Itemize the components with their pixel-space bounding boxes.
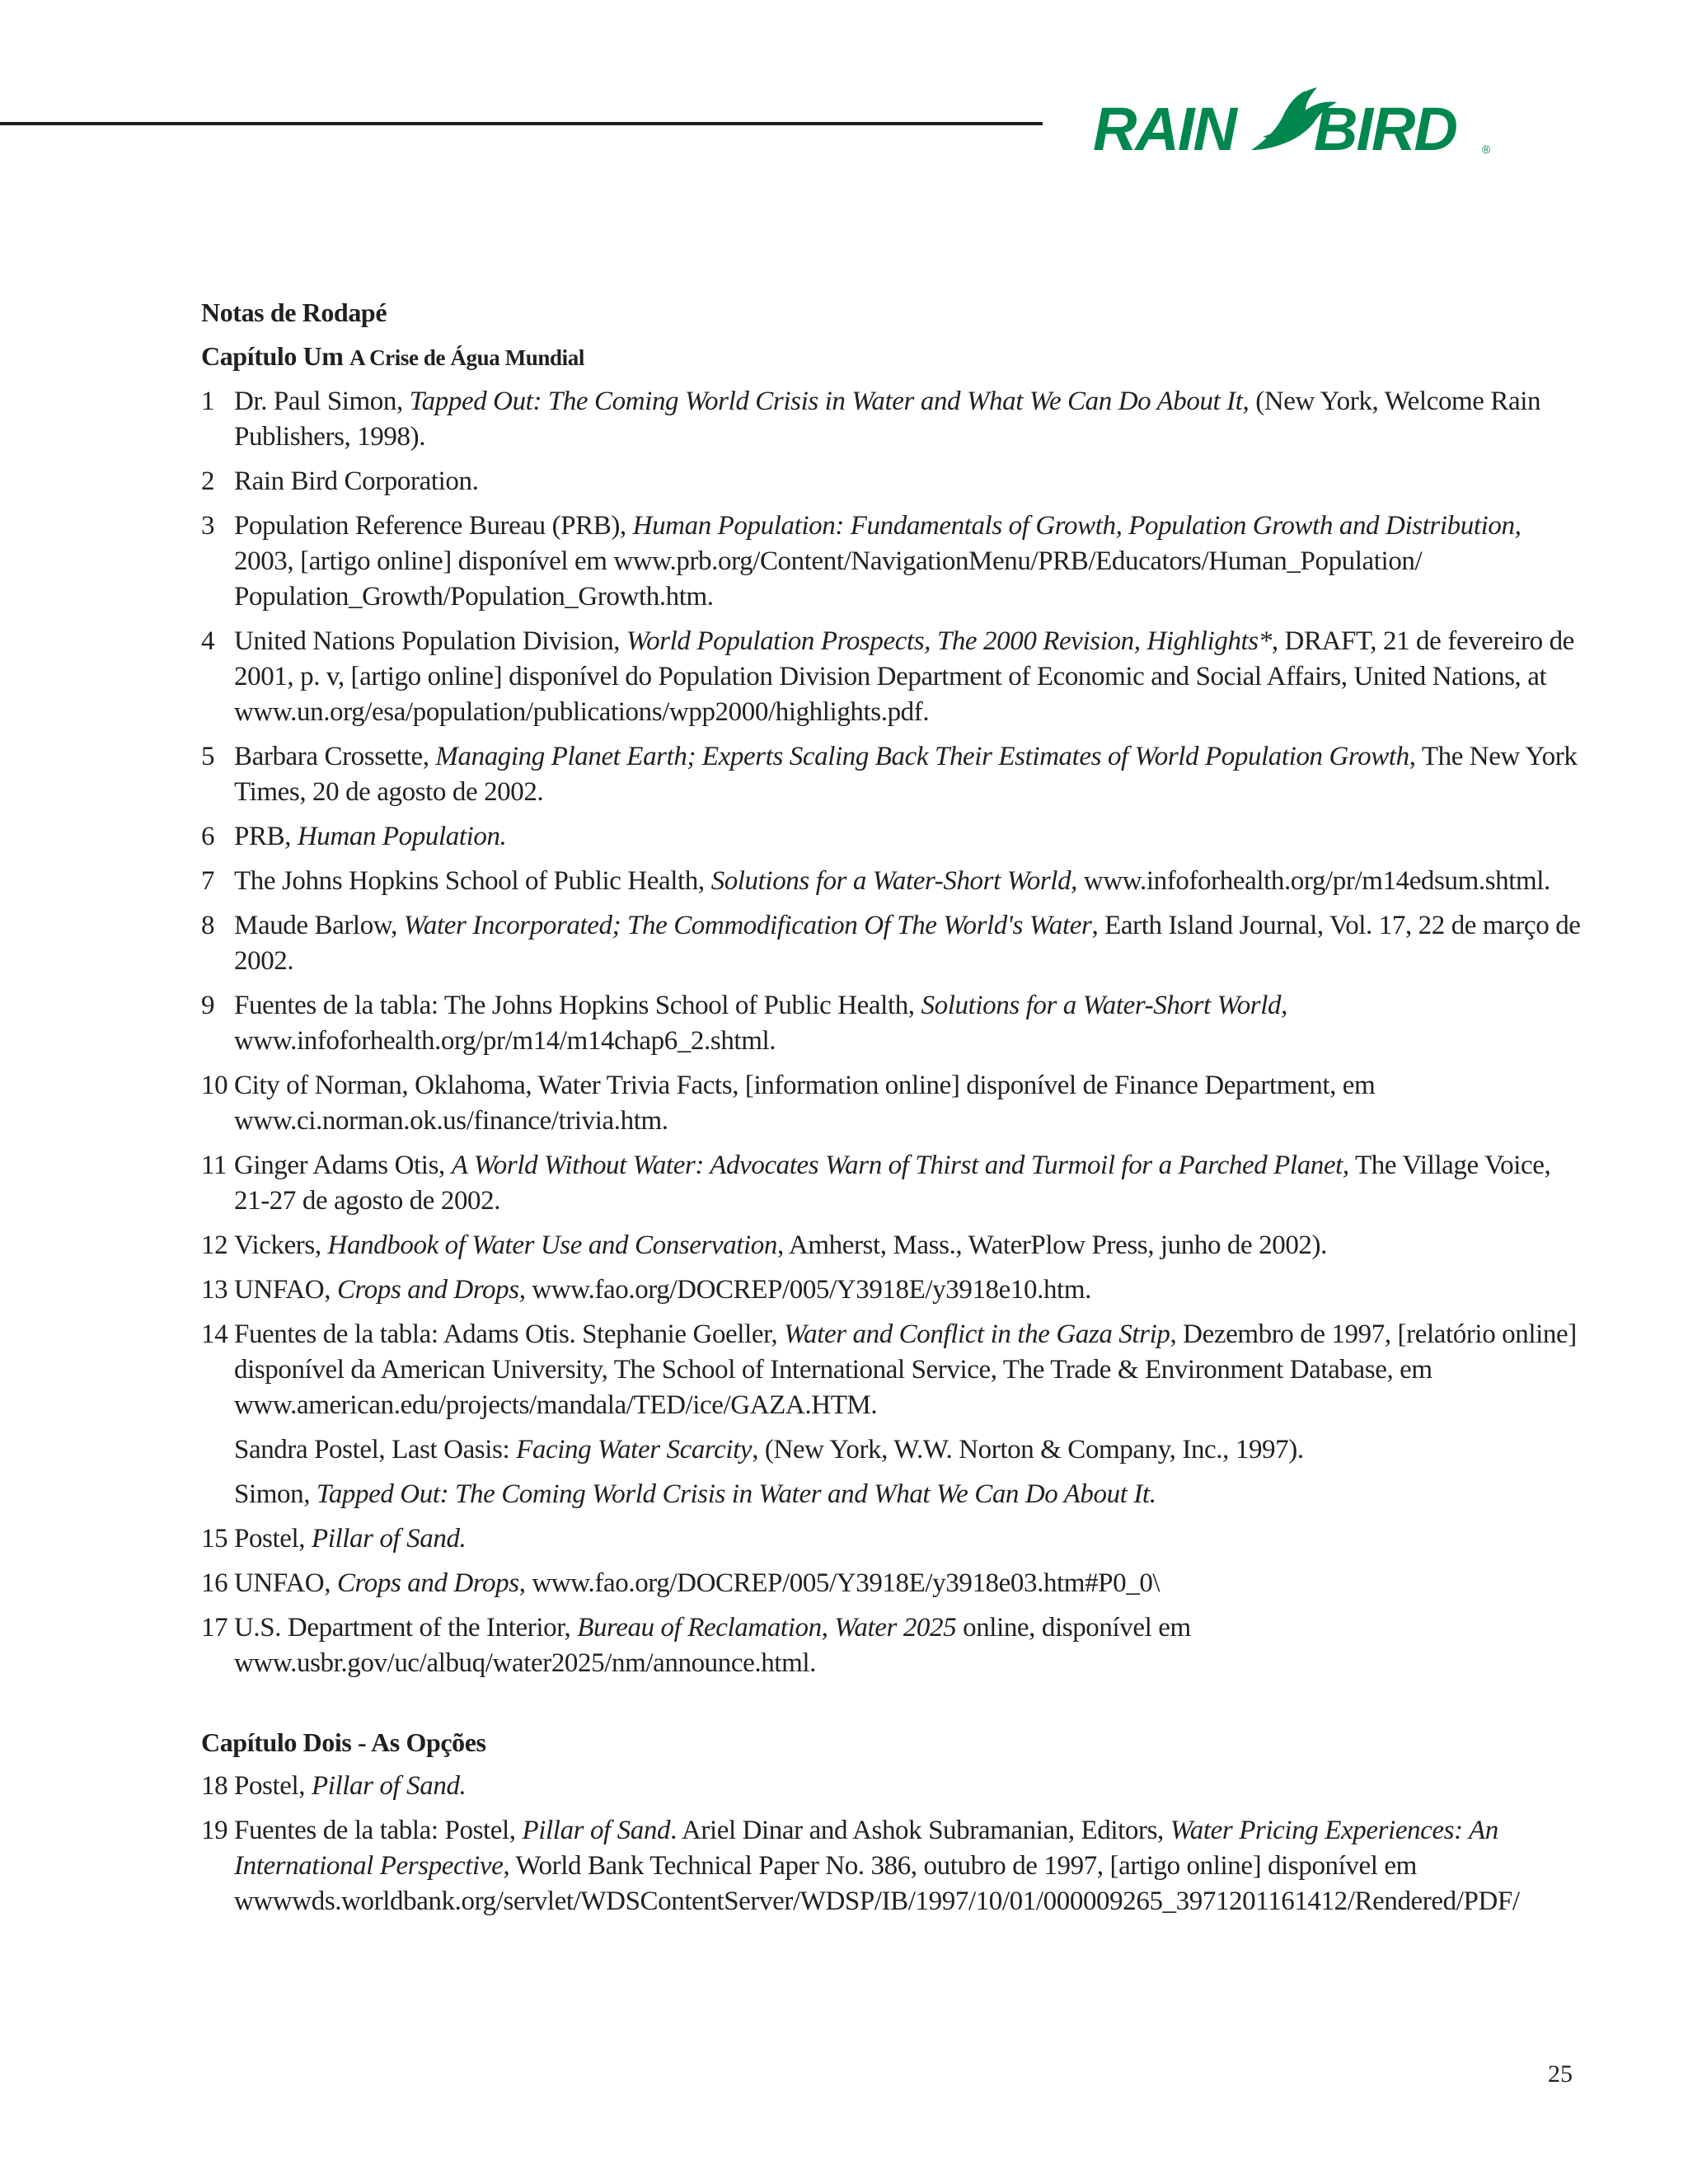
rain-bird-logo-graphic	[1090, 71, 1502, 162]
footnote-text: , www.infoforhealth.org/pr/m14/m14chap6_2.shtml.	[234, 991, 1287, 1056]
footnote-text: , (New York, W.W. Norton & Company, Inc., 1997).	[752, 1435, 1304, 1465]
footnote-number: 14	[201, 1319, 228, 1349]
registered-mark: ®	[1482, 143, 1491, 156]
footnote-number: 15	[201, 1524, 228, 1554]
footnote-text: . Ariel Dinar and Ashok Subramanian, Editors,	[670, 1816, 1170, 1845]
footnote-item	[201, 988, 1586, 1059]
footnote-text: UNFAO,	[234, 1275, 337, 1305]
footnote-title: Human Population.	[297, 822, 507, 851]
footnote-text: Sandra Postel, Last Oasis:	[234, 1435, 517, 1465]
footnote-number: 8	[201, 911, 215, 940]
section-gap	[201, 1690, 1586, 1725]
footnote-item	[201, 819, 1586, 855]
footnote-item	[201, 1566, 1586, 1601]
footnote-item	[201, 1432, 1586, 1468]
footnote-item	[201, 464, 1586, 499]
chapter-two-heading: Capítulo Dois - As Opções	[201, 1727, 486, 1757]
footnote-title: Water Incorporated; The Commodification Of The World's Water	[403, 911, 1092, 940]
footnote-item	[201, 1317, 1586, 1423]
footnote-text: UNFAO,	[234, 1568, 337, 1598]
footnote-number: 6	[201, 822, 215, 851]
footnote-text: Fuentes de la tabla: Postel,	[234, 1816, 523, 1845]
rain-bird-logo	[1090, 71, 1502, 162]
footnote-title: Pillar of Sand.	[311, 1524, 467, 1554]
footnote-title: Bureau of Reclamation, Water 2025	[577, 1613, 957, 1643]
footnote-title: Pillar of Sand	[522, 1816, 671, 1845]
footnote-item	[201, 864, 1586, 899]
footnote-text: The Village Voice, 21-27 de agosto de 2002.	[234, 1151, 1551, 1216]
footnote-item	[201, 1521, 1586, 1557]
footnote-text: www.infoforhealth.org/pr/m14edsum.shtml.	[1077, 866, 1550, 896]
footnote-number: 4	[201, 626, 215, 656]
footnote-text: , DRAFT, 21 de fevereiro de 2001, p. v, [artigo online] disponível do Population Division Department of Economic and Social Affairs, United Nations, at www.un.org/esa/population/publications/wpp2000/highlights.pdf.	[234, 626, 1574, 727]
footnote-number: 13	[201, 1275, 228, 1305]
footnote-item	[201, 1813, 1586, 1919]
footnote-text: Barbara Crossette,	[234, 742, 436, 771]
footnote-text: U.S. Department of the Interior,	[234, 1613, 578, 1643]
footnote-item	[201, 739, 1586, 810]
footnote-title: Handbook of Water Use and Conservation	[327, 1230, 778, 1260]
footnote-item	[201, 908, 1586, 979]
footnote-title: World Population Prospects, The 2000 Revision, Highlights*	[626, 626, 1272, 656]
footnote-item	[201, 1610, 1586, 1681]
footnote-text: , Earth Island Journal, Vol. 17, 22 de março de 2002.	[234, 911, 1581, 976]
footnote-text: , The New York Times, 20 de agosto de 2002.	[234, 742, 1578, 807]
footnotes-list-chapter-one	[201, 384, 1586, 1681]
logo-word-bird: BIRD	[1314, 95, 1456, 162]
footnote-number: 18	[201, 1771, 228, 1801]
footnote-item	[201, 1228, 1586, 1263]
footnote-number: 9	[201, 991, 215, 1020]
footnote-text: www.fao.org/DOCREP/005/Y3918E/y3918e10.htm.	[525, 1275, 1091, 1305]
footnote-number: 2	[201, 466, 215, 496]
footnote-item	[201, 1068, 1586, 1139]
footnote-number: 12	[201, 1230, 228, 1260]
notes-heading: Notas de Rodapé	[201, 298, 387, 327]
footnote-title: Tapped Out: The Coming World Crisis in Water and What We Can Do About It.	[316, 1479, 1156, 1509]
footnote-text: , Amherst, Mass., WaterPlow Press, junho de 2002).	[777, 1230, 1327, 1260]
footnote-number: 7	[201, 866, 215, 896]
footnote-number: 11	[201, 1151, 227, 1180]
header-rule	[0, 122, 1043, 125]
chapter-one-subtitle: A Crise de Água Mundial	[349, 345, 584, 370]
page-number: 25	[1548, 2060, 1573, 2088]
chapter-one-title: Capítulo Um	[201, 341, 344, 371]
footnote-text: Fuentes de la tabla: Adams Otis. Stephanie Goeller,	[234, 1319, 785, 1349]
footnote-text: (New York, Welcome Rain Publishers, 1998).	[234, 387, 1541, 452]
footnote-number: 3	[201, 511, 215, 541]
footnote-text: Maude Barlow,	[234, 911, 404, 940]
footnote-text: Fuentes de la tabla: The Johns Hopkins School of Public Health,	[234, 991, 921, 1020]
footnote-text: online, disponível em www.usbr.gov/uc/albuq/water2025/nm/announce.html.	[234, 1613, 1191, 1678]
footnote-text: 2003, [artigo online] disponível em www.prb.org/Content/NavigationMenu/PRB/Educators/Human_Population/ Population_Growth/Population_Growth.htm.	[234, 546, 1423, 612]
footnote-text: Ginger Adams Otis,	[234, 1151, 452, 1180]
footnote-text: Dr. Paul Simon,	[234, 387, 410, 416]
footnote-item	[201, 1148, 1586, 1219]
footnotes-list-chapter-two	[201, 1769, 1586, 1919]
footnote-text: United Nations Population Division,	[234, 626, 627, 656]
footnote-title: Solutions for a Water-Short World	[921, 991, 1282, 1020]
footnote-text: Vickers,	[234, 1230, 328, 1260]
footnote-title: Solutions for a Water-Short World,	[710, 866, 1078, 896]
footnote-text: Postel,	[234, 1771, 312, 1801]
footnotes-content	[201, 295, 1586, 1929]
chapter-one-heading	[201, 339, 1586, 376]
footnote-title: Facing Water Scarcity	[516, 1435, 753, 1465]
footnote-item	[201, 1272, 1586, 1308]
footnote-text: World Bank Technical Paper No. 386, outubro de 1997, [artigo online] disponível em wwwwds.worldbank.org/servlet/WDSContentServer/WDSP/IB/1997/10/01/000009265_3971201161412/Rendered/PDF/	[234, 1851, 1520, 1916]
footnote-item	[201, 624, 1586, 730]
footnote-title: Managing Planet Earth; Experts Scaling Back Their Estimates of World Population Growth	[435, 742, 1409, 771]
footnote-text: City of Norman, Oklahoma, Water Trivia Facts, [information online] disponível de Finance Department, em www.ci.norman.ok.us/finance/trivia.htm.	[234, 1071, 1376, 1136]
footnote-title: Crops and Drops,	[336, 1275, 526, 1305]
footnote-title: Water Pricing Experiences: An International Perspective,	[234, 1816, 1498, 1881]
footnote-item	[201, 384, 1586, 455]
footnote-item	[201, 1477, 1586, 1512]
logo-word-rain: RAIN	[1093, 95, 1236, 162]
footnote-number: 1	[201, 387, 215, 416]
footnote-text: PRB,	[234, 822, 298, 851]
footnote-text: , Dezembro de 1997, [relatório online] disponível da American University, The School of International Service, The Trade & Environment Database, em www.american.edu/projects/mandala/TED/ice/GAZA.HTM.	[234, 1319, 1577, 1420]
footnote-text: Simon,	[234, 1479, 316, 1509]
footnote-title: Water and Conflict in the Gaza Strip	[784, 1319, 1170, 1349]
footnote-title: A World Without Water: Advocates Warn of Thirst and Turmoil for a Parched Planet,	[451, 1151, 1349, 1180]
footnote-title: Pillar of Sand.	[311, 1771, 467, 1801]
footnote-number: 16	[201, 1568, 228, 1598]
footnote-item	[201, 509, 1586, 615]
footnote-text: Population Reference Bureau (PRB),	[234, 511, 633, 541]
footnote-title: Human Population: Fundamentals of Growth, Population Growth and Distribution,	[632, 511, 1522, 541]
footnote-text: , www.fao.org/DOCREP/005/Y3918E/y3918e03.htm#P0_0\	[518, 1568, 1160, 1598]
footnote-text: Rain Bird Corporation.	[234, 466, 479, 496]
footnote-number: 10	[201, 1071, 228, 1100]
footnote-title: Crops and Drops	[336, 1568, 519, 1598]
footnote-text: The Johns Hopkins School of Public Health,	[234, 866, 711, 896]
footnote-text: Postel,	[234, 1524, 312, 1554]
footnote-title: Tapped Out: The Coming World Crisis in Water and What We Can Do About It,	[409, 387, 1250, 416]
footnote-number: 19	[201, 1816, 228, 1845]
footnote-number: 5	[201, 742, 215, 771]
footnote-number: 17	[201, 1613, 228, 1643]
footnote-item	[201, 1769, 1586, 1804]
